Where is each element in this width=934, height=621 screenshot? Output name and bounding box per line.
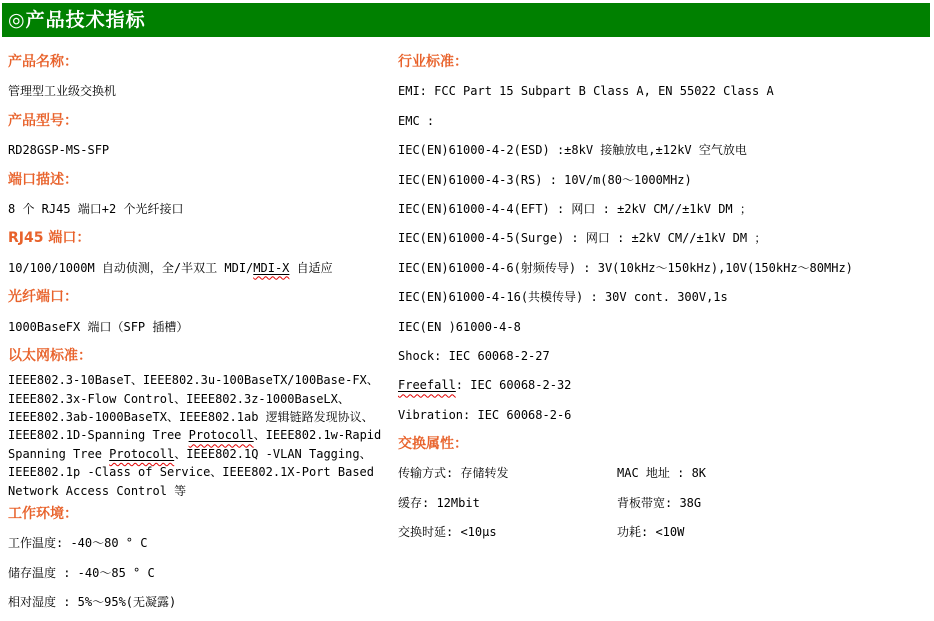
ethernet-line: IEEE802.1D-Spanning Tree Protocoll、IEEE802.1w-Rapid xyxy=(8,428,382,443)
switching-latency: 交换时延: <10μs xyxy=(398,525,497,540)
port-description-value: 8 个 RJ45 端口+2 个光纤接口 xyxy=(8,201,184,216)
standard-line-61000-4-8: IEC(EN )61000-4-8 xyxy=(398,319,521,334)
power-consumption: 功耗: <10W xyxy=(617,525,685,540)
relative-humidity: 相对湿度 : 5%～95%(无凝露) xyxy=(8,595,177,610)
section-heading-product-name: 产品名称： xyxy=(8,54,78,70)
ethernet-line: IEEE802.3x-Flow Control、IEEE802.3z-1000BaseLX、 xyxy=(8,391,350,406)
buffer-size: 缓存: 12Mbit xyxy=(398,495,480,510)
standard-line-freefall: Freefall: IEC 60068-2-32 xyxy=(398,378,572,393)
misspelled-word: MDI-X xyxy=(253,260,290,275)
right-column xyxy=(398,48,930,548)
page-header xyxy=(2,3,930,37)
rj45-value: 10/100/1000M 自动侦测，全/半双工 MDI/MDI-X 自适应 xyxy=(8,260,333,275)
mac-address-capacity: MAC 地址 : 8K xyxy=(617,466,707,481)
standard-line-vibration: Vibration: IEC 60068-2-6 xyxy=(398,407,572,422)
misspelled-word: Protocoll xyxy=(109,446,175,461)
product-name-value: 管理型工业级交换机 xyxy=(8,84,117,99)
ethernet-line: Network Access Control 等 xyxy=(8,483,187,498)
ethernet-line: Spanning Tree Protocoll、IEEE802.1Q -VLAN Tagging、 xyxy=(8,446,372,461)
section-heading-industry-standards: 行业标准： xyxy=(398,54,468,70)
standard-line-shock: Shock: IEC 60068-2-27 xyxy=(398,348,550,363)
standard-line-common-mode: IEC(EN)61000-4-16(共模传导) : 30V cont. 300V,1s xyxy=(398,290,728,305)
section-heading-ethernet: 以太网标准： xyxy=(8,347,92,364)
section-heading-environment: 工作环境： xyxy=(8,506,78,523)
standard-line-emi: EMI: FCC Part 15 Subpart B Class A, EN 55022 Class A xyxy=(398,84,774,99)
switching-row xyxy=(398,459,930,488)
ethernet-line: IEEE802.3ab-1000BaseTX、IEEE802.1ab 逻辑链路发现协议、 xyxy=(8,410,374,425)
forwarding-mode: 传输方式: 存储转发 xyxy=(398,466,509,481)
ethernet-line: IEEE802.1p -Class of Service、IEEE802.1X-Port Based xyxy=(8,465,375,480)
section-heading-port-description: 端口描述： xyxy=(8,171,78,188)
fiber-value: 1000BaseFX 端口（SFP 插槽） xyxy=(8,319,189,334)
switching-row xyxy=(398,489,930,518)
ethernet-line: IEEE802.3-10BaseT、IEEE802.3u-100BaseTX/100Base-FX、 xyxy=(8,373,379,388)
section-heading-model: 产品型号： xyxy=(8,112,78,129)
model-value: RD28GSP-MS-SFP xyxy=(8,143,110,158)
section-heading-rj45: RJ45 端口： xyxy=(8,230,91,247)
section-heading-fiber: 光纤端口： xyxy=(8,289,78,306)
standard-line-emc: EMC : xyxy=(398,113,435,128)
storage-temperature: 储存温度 : -40～85 ° C xyxy=(8,565,155,580)
backplane-bandwidth: 背板带宽: 38G xyxy=(617,495,702,510)
misspelled-word: Protocoll xyxy=(188,428,254,443)
standard-line-eft: IEC(EN)61000-4-4(EFT) : 网口 : ±2kV CM//±1kV DM ； xyxy=(398,201,752,216)
section-heading-switching: 交换属性： xyxy=(398,436,468,453)
standard-line-rs: IEC(EN)61000-4-3(RS) : 10V/m(80～1000MHz) xyxy=(398,172,692,187)
misspelled-word: Freefall xyxy=(398,378,456,393)
standard-line-rf-conducted: IEC(EN)61000-4-6(射频传导) : 3V(10kHz～150kHz),10V(150kHz～80MHz) xyxy=(398,260,853,275)
left-column xyxy=(8,48,392,618)
operating-temperature: 工作温度: -40～80 ° C xyxy=(8,536,148,551)
standard-line-esd: IEC(EN)61000-4-2(ESD) :±8kV 接触放电,±12kV 空气放电 xyxy=(398,143,747,158)
page-title: ◎产品技术指标 xyxy=(8,9,146,31)
standard-line-surge: IEC(EN)61000-4-5(Surge) : 网口 : ±2kV CM//±1kV DM ； xyxy=(398,231,767,246)
ethernet-standards-block xyxy=(8,371,392,500)
switching-row xyxy=(398,518,930,547)
